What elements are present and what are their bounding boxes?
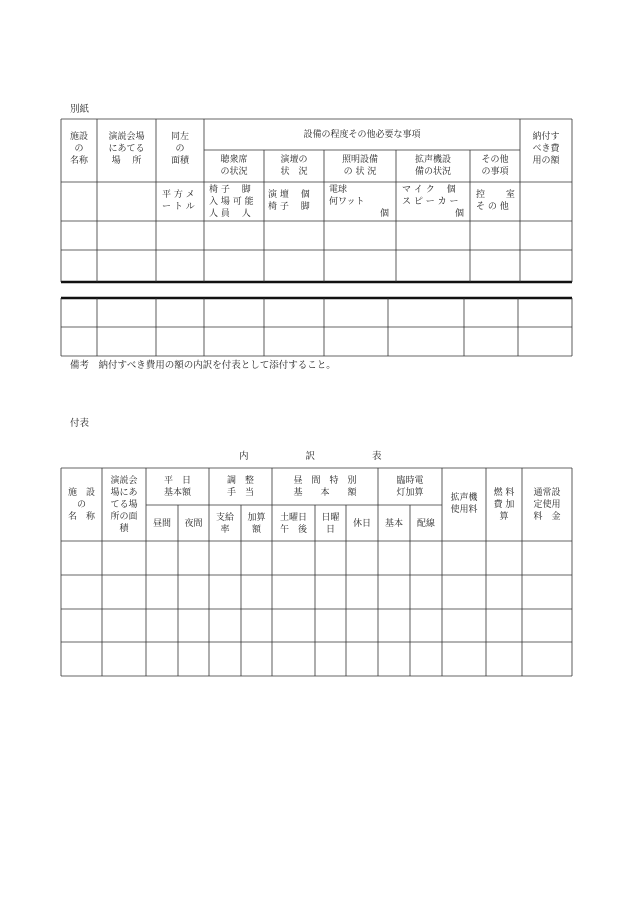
t2-header-weekday-day: 昼間 (152, 519, 171, 529)
header-area: 同左 の 面積 (170, 132, 189, 166)
unit-lighting-bottom: 個 (379, 209, 389, 219)
header-performance-venue: 演説会場 にあてる 場 所 (108, 132, 145, 166)
t2-header-daytime-special: 昼 間 特 別 基 本 額 (293, 476, 357, 498)
t2-header-adj-rate: 支給 率 (215, 513, 234, 535)
unit-lighting-top: 電球 何ワット (329, 185, 365, 207)
t2-header-fuel: 燃 料 費 加 算 (493, 488, 515, 522)
header-fee: 納付す べき費 用の額 (532, 132, 560, 166)
unit-area: 平 方 メ ー ト ル (162, 190, 195, 212)
header-stage: 演壇の 状 況 (280, 155, 308, 177)
header-facility-name: 施設 の 名称 (69, 132, 88, 166)
unit-loudspeaker-bottom: 個 (454, 209, 464, 219)
t2-header-adj-amount: 加算 額 (247, 513, 266, 535)
header-lighting: 照明設備 の 状 況 (341, 155, 378, 177)
t2-header-loudspeaker-fee: 拡声機 使用料 (450, 493, 478, 515)
unit-other: 控 室 そ の 他 (476, 190, 515, 212)
header-audience-seats: 聴衆席 の状況 (220, 155, 248, 177)
attachment-label: 別紙 (70, 104, 90, 115)
t2-header-normal-fee: 通常設 定使用 料 金 (533, 488, 561, 522)
t2-header-sunday: 日曜 日 (321, 513, 340, 535)
header-other: その他 の事項 (481, 155, 509, 177)
unit-loudspeaker-top: マ イ ク 個 ス ピ ー カ ー (402, 185, 459, 207)
t2-header-weekday-base: 平 日 基本額 (163, 476, 191, 498)
t2-header-temp-power: 臨時電 灯加算 (396, 476, 424, 498)
unit-audience-seats: 椅 子 脚 入 場 可 能 人 員 人 (209, 185, 254, 219)
t2-header-temp-basic: 基本 (384, 519, 403, 529)
t2-header-facility-name: 施 設 の 名 称 (67, 488, 95, 522)
t2-header-weekday-night: 夜間 (184, 519, 203, 529)
t2-header-holiday: 休日 (352, 519, 371, 529)
appendix-label: 付表 (70, 418, 90, 429)
unit-stage: 演 壇 個 椅 子 脚 (268, 190, 310, 212)
header-equipment-group: 設備の程度その他必要な事項 (303, 130, 421, 140)
t2-header-temp-wiring: 配線 (416, 519, 435, 529)
t2-header-venue: 演説会 場にあ てる場 所の面 積 (110, 476, 138, 534)
t2-header-saturday-pm: 土曜日 午 後 (279, 513, 307, 535)
breakdown-table-title: 内 訳 表 (239, 451, 382, 462)
remarks-note: 備考 納付すべき費用の額の内訳を付表として添付すること。 (70, 360, 336, 371)
header-loudspeaker: 拡声機設 備の状況 (414, 155, 451, 177)
t2-header-adjustment: 調 整 手 当 (226, 476, 254, 498)
